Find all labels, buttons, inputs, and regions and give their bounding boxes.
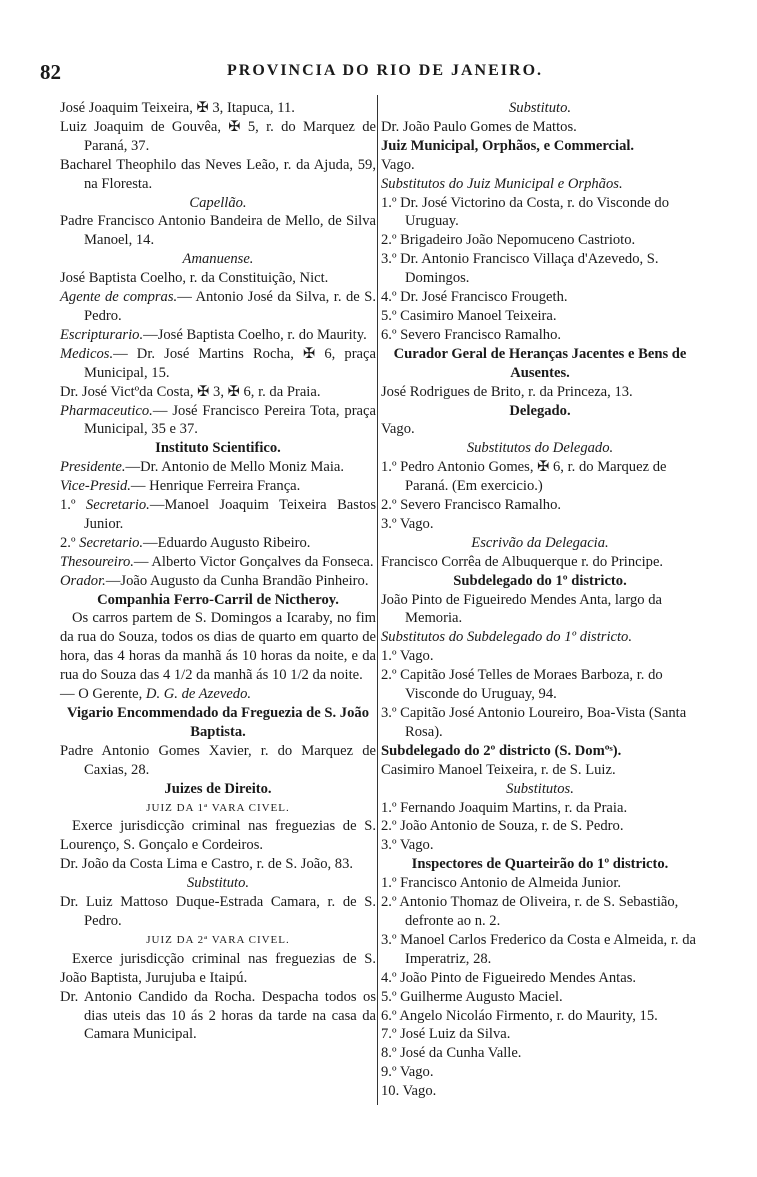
section-subheading: Substitutos. [506, 780, 574, 797]
section-heading: Juiz Municipal, Orphãos, e Commercial. [381, 137, 635, 154]
entry: Dr. João Paulo Gomes de Mattos. [381, 118, 577, 135]
signature-line [60, 685, 376, 704]
role-text: —Dr. Antonio de Mello Moniz Maia. [125, 459, 344, 476]
list-item: 6.º Angelo Nicoláo Firmento, r. do Maurity, 15. [381, 1007, 658, 1024]
role-text: —José Baptista Coelho, r. do Maurity. [143, 326, 367, 343]
list-item: 3.º Manoel Carlos Frederico da Costa e Almeida, r. da Imperatriz, 28. [381, 931, 696, 967]
signature-text: — O Gerente, [60, 686, 143, 703]
section-subheading: Substitutos do Subdelegado do 1º districto. [381, 629, 632, 646]
paragraph: Os carros partem de S. Domingos a Icaraby, no fim da rua do Souza, todos os dias de quarto em quarto de hora, das 4 horas da manhã ás 10 horas da noite, e da rua do Souza das 4 1/2 da manhã ás 10 1/2 da noite. [60, 610, 376, 684]
section-heading: Delegado. [509, 402, 571, 419]
paragraph: Exerce jurisdicção criminal nas freguezias de S. Lourenço, S. Gonçalo e Cordeiros. [60, 818, 376, 854]
list-item: 4.º João Pinto de Figueiredo Mendes Antas. [381, 969, 637, 986]
left-column [60, 99, 376, 1044]
entry: Dr. Antonio Candido da Rocha. Despacha todos os dias uteis das 10 ás 2 horas da tarde na casa da Camara Municipal. [60, 988, 376, 1043]
small-heading: JUIZ DA 2ª VARA CIVEL. [146, 933, 290, 946]
entry: Dr. José Victºda Costa, ✠ 3, ✠ 6, r. da Praia. [60, 383, 321, 400]
role-label: Thesoureiro. [60, 553, 134, 570]
list-item: 2.º Brigadeiro João Nepomuceno Castrioto. [381, 232, 636, 249]
section-heading: Subdelegado do 2º districto (S. Domºˢ). [381, 742, 622, 759]
section-subheading: Substitutos do Juiz Municipal e Orphãos. [381, 175, 623, 192]
section-subheading: Substituto. [508, 100, 572, 116]
list-item: 5.º Guilherme Augusto Maciel. [381, 988, 563, 1005]
list-item: 1.º Fernando Joaquim Martins, r. da Praia. [381, 799, 628, 816]
role-label: Vice-Presid. [60, 478, 131, 495]
section-subheading: Escrivão da Delegacia. [471, 534, 609, 551]
running-title: PROVINCIA DO RIO DE JANEIRO. [226, 62, 544, 79]
entry: Vago. [381, 156, 415, 173]
entry: Luiz Joaquim de Gouvêa, ✠ 5, r. do Marquez de Paraná, 37. [60, 118, 376, 154]
list-item: 7.º José Luiz da Silva. [381, 1026, 511, 1043]
role-label: Pharmaceutico. [60, 402, 153, 419]
list-item: 3.º Capitão José Antonio Loureiro, Boa-Vista (Santa Rosa). [381, 705, 687, 740]
list-item: 3.º Dr. Antonio Francisco Villaça d'Azevedo, S. Domingos. [381, 251, 659, 287]
page-number: 82 [40, 60, 61, 84]
role-text: — Alberto Victor Gonçalves da Fonseca. [133, 553, 374, 570]
ordinal: 1.º [60, 497, 76, 514]
section-heading: Juizes de Direito. [164, 780, 272, 797]
list-item: 8.º José da Cunha Valle. [381, 1045, 522, 1062]
entry [60, 534, 376, 553]
section-heading: Subdelegado do 1º districto. [453, 572, 627, 589]
role-text: — Dr. José Martins Rocha, ✠ 6, praça Municipal, 15. [84, 345, 376, 381]
entry: Dr. Luiz Mattoso Duque-Estrada Camara, r. de S. Pedro. [60, 894, 376, 929]
role-text: — Antonio José da Silva, r. de S. Pedro. [84, 289, 376, 324]
entry: Casimiro Manoel Teixeira, r. de S. Luiz. [381, 761, 616, 778]
section-heading: Instituto Scientifico. [155, 440, 281, 457]
list-item: 2.º Antonio Thomaz de Oliveira, r. de S. Sebastião, defronte ao n. 2. [381, 894, 679, 929]
section-subheading: Capellão. [189, 194, 247, 211]
paragraph: Exerce jurisdicção criminal nas freguezias de S. João Baptista, Jurujuba e Itaipú. [60, 950, 376, 986]
role-text: — Henrique Ferreira França. [130, 478, 301, 495]
role-label: Presidente. [60, 459, 126, 476]
list-item: 9.º Vago. [381, 1064, 434, 1081]
section-subheading: Amanuense. [182, 251, 254, 268]
role-text: —Eduardo Augusto Ribeiro. [143, 534, 311, 551]
entry: José Joaquim Teixeira, ✠ 3, Itapuca, 11. [60, 100, 295, 116]
section-subheading: Substitutos do Delegado. [466, 440, 614, 457]
section-heading: Vigario Encommendado da Freguezia de S. João Baptista. [66, 705, 369, 740]
role-text: — José Francisco Pereira Tota, praça Municipal, 35 e 37. [84, 402, 376, 438]
entry: Vago. [381, 421, 415, 438]
entry [60, 477, 376, 496]
entry [60, 326, 376, 345]
role-text: —Manoel Joaquim Teixeira Bastos Junior. [84, 497, 376, 532]
ordinal: 2.º [60, 534, 76, 551]
role-text: —João Augusto da Cunha Brandão Pinheiro. [105, 572, 369, 589]
list-item: 4.º Dr. José Francisco Frougeth. [381, 289, 568, 306]
section-heading: Companhia Ferro-Carril de Nictheroy. [97, 591, 339, 608]
role-label: Escripturario. [60, 326, 144, 343]
signature-name: D. G. de Azevedo. [145, 686, 252, 703]
list-item: 1.º Pedro Antonio Gomes, ✠ 6, r. do Marquez de Paraná. (Em exercicio.) [381, 459, 667, 495]
role-label: Medicos. [60, 345, 114, 362]
section-subheading: Substituto. [186, 875, 250, 892]
right-column [381, 99, 699, 1101]
entry [60, 345, 376, 383]
entry [60, 553, 376, 572]
list-item: 1.º Dr. José Victorino da Costa, r. do Visconde do Uruguay. [381, 194, 670, 230]
role-label: Agente de compras. [60, 289, 178, 306]
entry [60, 572, 376, 591]
list-item: 5.º Casimiro Manoel Teixeira. [381, 307, 557, 324]
page-header [40, 60, 730, 86]
list-item: 10. Vago. [381, 1083, 437, 1100]
section-heading: Curador Geral de Heranças Jacentes e Bens de Ausentes. [393, 345, 687, 381]
entry [60, 402, 376, 440]
entry: José Rodrigues de Brito, r. da Princeza, 13. [381, 383, 633, 400]
role-label: Secretario. [79, 534, 144, 551]
list-item: 3.º Vago. [381, 837, 434, 854]
column-divider [377, 95, 378, 1105]
entry: João Pinto de Figueiredo Mendes Anta, largo da Memoria. [381, 591, 663, 627]
list-item: 2.º João Antonio de Souza, r. de S. Pedro. [381, 818, 624, 835]
list-item: 2.º Severo Francisco Ramalho. [381, 497, 562, 514]
section-heading: Inspectores de Quarteirão do 1º districto. [411, 856, 669, 873]
entry: Padre Antonio Gomes Xavier, r. do Marquez de Caxias, 28. [60, 742, 376, 778]
list-item: 1.º Vago. [381, 648, 434, 665]
list-item: 2.º Capitão José Telles de Moraes Barboza, r. do Visconde do Uruguay, 94. [381, 667, 663, 703]
role-label: Orador. [60, 572, 106, 589]
entry: Dr. João da Costa Lima e Castro, r. de S. João, 83. [60, 856, 354, 873]
entry [60, 288, 376, 326]
entry [60, 458, 376, 477]
small-heading: JUIZ DA 1ª VARA CIVEL. [146, 801, 290, 814]
list-item: 6.º Severo Francisco Ramalho. [381, 326, 562, 343]
entry: Bacharel Theophilo das Neves Leão, r. da Ajuda, 59, na Floresta. [60, 156, 376, 192]
entry: Francisco Corrêa de Albuquerque r. do Principe. [381, 553, 664, 570]
list-item: 3.º Vago. [381, 515, 434, 532]
entry: Padre Francisco Antonio Bandeira de Mello, de Silva Manoel, 14. [60, 213, 376, 249]
entry: José Baptista Coelho, r. da Constituição, Nict. [60, 270, 329, 287]
entry [60, 496, 376, 534]
role-label: Secretario. [85, 497, 150, 514]
list-item: 1.º Francisco Antonio de Almeida Junior. [381, 875, 622, 892]
